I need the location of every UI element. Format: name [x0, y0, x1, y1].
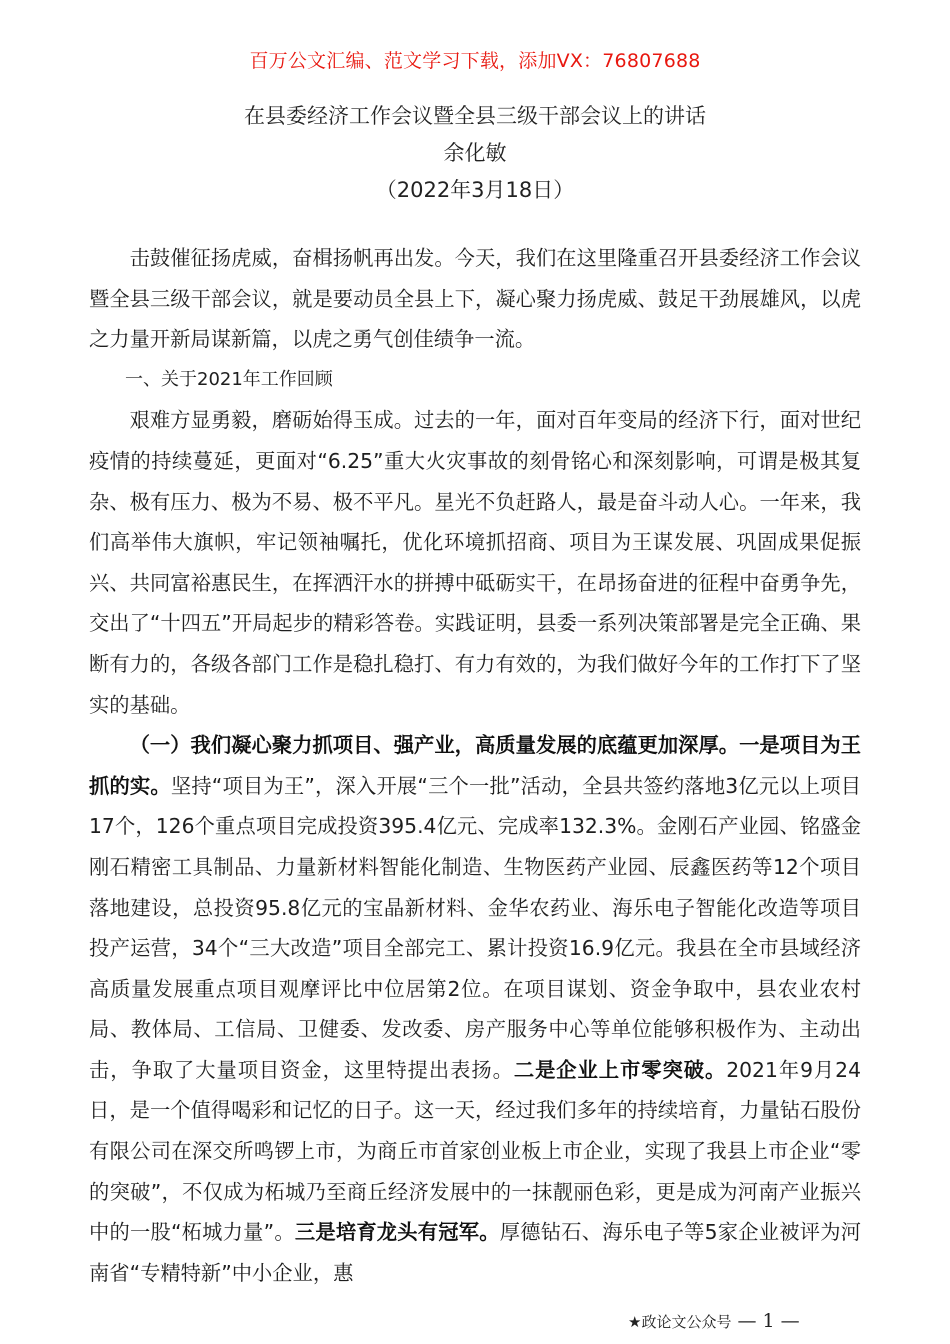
document-title: 在县委经济工作会议暨全县三级干部会议上的讲话	[244, 104, 706, 128]
document-author: 余化敏	[443, 141, 507, 165]
footer-source: ★政论文公众号	[628, 1313, 732, 1331]
subsection-heading: （一）我们凝心聚力抓项目、强产业，高质量发展的底蕴更加深厚。一是项目为王抓的实。	[89, 733, 861, 798]
document-header	[0, 98, 950, 209]
section-heading: 一、关于2021年工作回顾	[125, 368, 333, 390]
intro-paragraph: 击鼓催征扬虎威，奋楫扬帆再出发。今天，我们在这里隆重召开县委经济工作会议暨全县三级干部会议，就是要动员全县上下，凝心聚力扬虎威、鼓足干劲展雄风，以虎之力量开新局谋新篇，以虎之勇气创佳绩争一流。	[89, 246, 861, 352]
document-body	[89, 238, 861, 1293]
document-date: （2022年3月18日）	[375, 178, 575, 202]
point-heading: 二是企业上市零突破。	[513, 1057, 727, 1082]
page-footer	[628, 1310, 800, 1332]
promo-banner: 百万公文汇编、范文学习下载，添加VX：76807688	[249, 50, 701, 72]
point-heading: 三是培育龙头有冠军。	[294, 1220, 500, 1245]
review-paragraph: 艰难方显勇毅，磨砺始得玉成。过去的一年，面对百年变局的经济下行，面对世纪疫情的持续蔓延，更面对“6.25”重大火灾事故的刻骨铭心和深刻影响，可谓是极其复杂、极有压力、极为不易、极不平凡。星光不负赶路人，最是奋斗动人心。一年来，我们高举伟大旗帜，牢记领袖嘱托，优化环境抓招商、项目为王谋发展、巩固成果促振兴、共同富裕惠民生，在挥洒汗水的拼搏中砥砺实干，在昂扬奋进的征程中奋勇争先，交出了“十四五”开局起步的精彩答卷。实践证明，县委一系列决策部署是完全正确、果断有力的，各级各部门工作是稳扎稳打、有力有效的，为我们做好今年的工作打下了坚实的基础。	[89, 408, 861, 717]
paragraph-text: 2021年9月24日，是一个值得喝彩和记忆的日子。这一天，经过我们多年的持续培育，力量钻石股份有限公司在深交所鸣锣上市，为商丘市首家创业板上市企业，实现了我县上市企业“零的突破”，不仅成为柘城乃至商丘经济发展中的一抹靓丽色彩，更是成为河南产业振兴中的一股“柘城力量”。	[89, 1057, 861, 1245]
paragraph-text: 厚德钻石、海乐电子等5家企业被评为河南省“专精特新”中小企业，惠	[89, 1220, 861, 1285]
projects-paragraph	[89, 725, 861, 1293]
paragraph-text: 坚持“项目为王”，深入开展“三个一批”活动，全县共签约落地3亿元以上项目17个，126个重点项目完成投资395.4亿元、完成率132.3%。金刚石产业园、铭盛金刚石精密工具制品、力量新材料智能化制造、生物医药产业园、辰鑫医药等12个项目落地建设，总投资95.8亿元的宝晶新材料、金华农药业、海乐电子智能化改造等项目投产运营，34个“三大改造”项目全部完工、累计投资16.9亿元。我县在全市县域经济高质量发展重点项目观摩评比中位居第2位。在项目谋划、资金争取中，县农业农村局、教体局、工信局、卫健委、发改委、房产服务中心等单位能够积极作为、主动出击，争取了大量项目资金，这里特提出表扬。	[89, 773, 861, 1082]
page-number: — 1 —	[737, 1310, 800, 1332]
